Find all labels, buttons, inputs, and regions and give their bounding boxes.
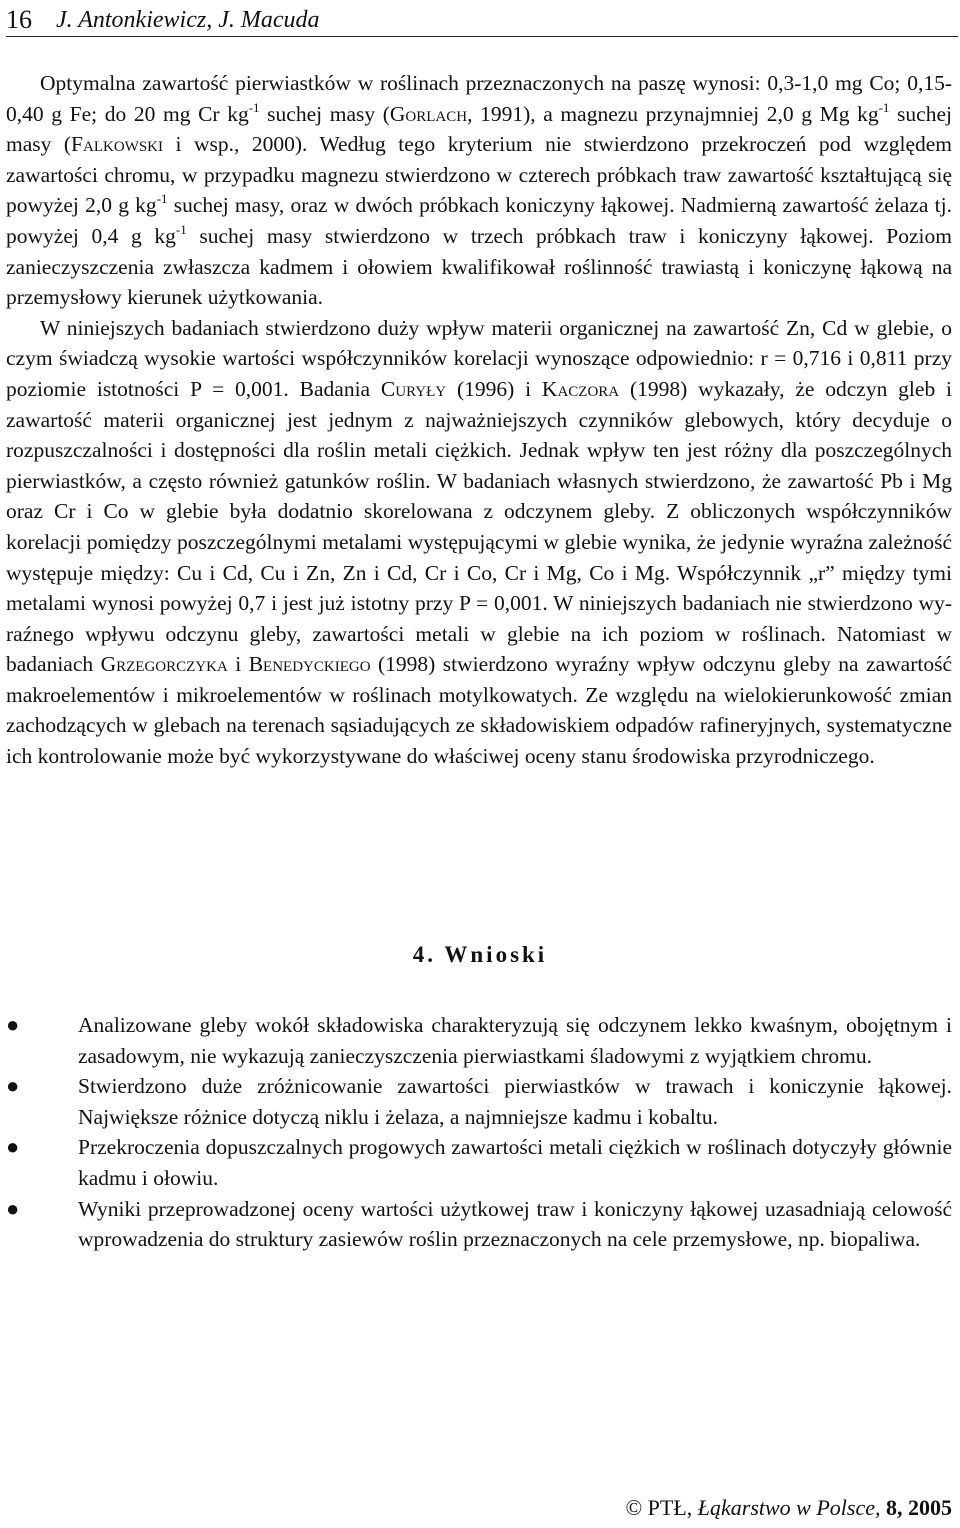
footer-copyright: © PTŁ, — [625, 1495, 698, 1520]
citation-author: enedyckiego — [263, 652, 371, 677]
citation-author: orlach — [405, 101, 468, 126]
p1-sup: -1 — [156, 191, 168, 207]
page-footer — [625, 1494, 952, 1522]
p2-text: (1996) i K — [446, 376, 558, 401]
list-item — [6, 1071, 952, 1132]
conclusions-list — [6, 1010, 952, 1255]
p1-text: i wsp., 2000). Według tego kryterium nie stwierdzono przekroczeń pod względem zawartości chromu, w przypadku magnezu stwierdzono w czterech próbkach traw zawartość kształtującą się powyżej 2,0 g kg — [6, 132, 953, 218]
p1-text: Optymalna zawartość pierwiastków w roślinach przeznaczonych na paszę wynosi: 0,3-1,0 mg Co; 0,15-0,40 g Fe; do 20 mg Cr kg — [6, 71, 952, 126]
p2-text: i B — [227, 652, 264, 677]
bullet-icon: ● — [6, 1012, 20, 1037]
page-number: 16 — [6, 5, 32, 34]
list-item — [6, 1010, 952, 1071]
citation-author: rzegorczyka — [116, 652, 228, 677]
p1-sup: -1 — [248, 99, 260, 115]
p1-text: , 1991), a magnezu przynajmniej 2,0 g Mg kg — [467, 101, 879, 126]
citation-author: alkowski — [83, 132, 163, 157]
list-item — [6, 1132, 952, 1193]
page-header — [6, 0, 958, 37]
p2-text: (1998) wykazały, że odczyn gleb i zawartość materii organicznej jest jednym z najważniejszych czynników glebowych, który decyduje o rozpuszczalności i dostępności dla roślin metali ciężkich. Jednak wpływ ten jest różny dla poszczególnych pierwiastków, a często również gatunków roślin. W badaniach własnych stwierdzono, że zawartość Pb i Mg oraz Cr i Co w glebie była dodatnio skorelowana z odczynem gleby. Z obliczonych współczynników korelacji pomiędzy poszczególnymi metalami występującymi w glebie wynika, że jedynie wyraźna zależność występuje między: Cu i Cd, Cu i Zn, Zn i Cd, Cr i Co, Cr i Mg, Co i Mg. Współczynnik „r” między tymi metalami wynosi powyżej 0,7 i jest już istotny przy P = 0,001. W niniejszych badaniach nie stwierdzono wyraźnego wpływu odczynu gleby, zawartości metali w glebie na ich poziom w roślinach. Natomiast w badaniach G — [6, 376, 953, 677]
bullet-icon: ● — [6, 1195, 20, 1221]
p2-text: (1998) stwierdzono wyraźny wpływ odczynu gleby na zawartość makroelementów i mikroelementów w roślinach motylkowatych. Ze względu na wielokierunkowość zmian zachodzących w glebach na terenach sąsiadujących ze składowiskiem odpadów rafineryjnych, systematyczne ich kontrolowanie może być wykorzystywane do właściwej oceny stanu środowiska przyrodniczego. — [6, 652, 952, 769]
footer-volume: 8, 2005 — [880, 1495, 952, 1520]
p1-sup: -1 — [878, 99, 890, 115]
paragraph-1 — [6, 68, 952, 313]
p1-text: suchej masy, oraz w dwóch próbkach koniczyny łąkowej. Nadmierną zawartość żelaza tj. powyżej 0,4 g kg — [6, 193, 952, 248]
running-head: J. Antonkiewicz, J. Macuda — [56, 7, 320, 33]
body-text — [6, 68, 952, 772]
p1-sup: -1 — [175, 221, 187, 237]
p1-text: suchej masy stwierdzono w trzech próbkach traw i koniczyny łąkowej. Poziom zanieczyszczenia zwłaszcza kadmem i ołowiem kwalifikował roślinność trawiastą i koniczynę łąkową na przemysłowy kierunek użytkowania. — [6, 223, 952, 310]
p1-text: suchej masy (F — [6, 101, 952, 157]
paragraph-2 — [6, 313, 952, 772]
list-item-text: Analizowane gleby wokół składowiska charakteryzują się odczynem lekko kwaśnym, obojętnym i zasadowym, nie wykazują zanieczyszczenia pierwiastkami śladowymi z wyjątkiem chromu. — [78, 1013, 952, 1068]
citation-author: uryły — [395, 376, 447, 401]
list-item-text: Stwierdzono duże zróżnicowanie zawartości pierwiastków w trawach i koniczynie łąkowej. Największe różnice dotyczą niklu i żelaza, a najmniejsze kadmu i kobaltu. — [78, 1074, 952, 1129]
citation-author: aczora — [557, 376, 620, 401]
footer-journal: Łąkarstwo w Polsce, — [697, 1495, 881, 1520]
bullet-icon: ● — [6, 1073, 20, 1099]
list-item-text: Przekroczenia dopuszczalnych progowych zawartości metali ciężkich w roślinach dotyczyły głównie kadmu i ołowiu. — [78, 1135, 952, 1190]
p1-text: suchej masy (G — [259, 101, 406, 126]
p2-text: W niniejszych badaniach stwierdzono duży wpływ materii organicznej na zawartość Zn, Cd w glebie, o czym świadczą wysokie wartości współczynników korelacji wynoszące odpowiednio: r = 0,716 i 0,811 przy poziomie istotności P = 0,001. Badania C — [6, 315, 952, 401]
section-title: 4. Wnioski — [412, 942, 548, 967]
bullet-icon: ● — [6, 1134, 20, 1160]
list-item — [6, 1194, 952, 1255]
list-item-text: Wyniki przeprowadzonej oceny wartości użytkowej traw i koniczyny łąkowej uzasadniają celowość wprowadzenia do struktury zasiewów roślin przeznaczonych na cele przemysłowe, np. biopaliwa. — [78, 1196, 952, 1252]
